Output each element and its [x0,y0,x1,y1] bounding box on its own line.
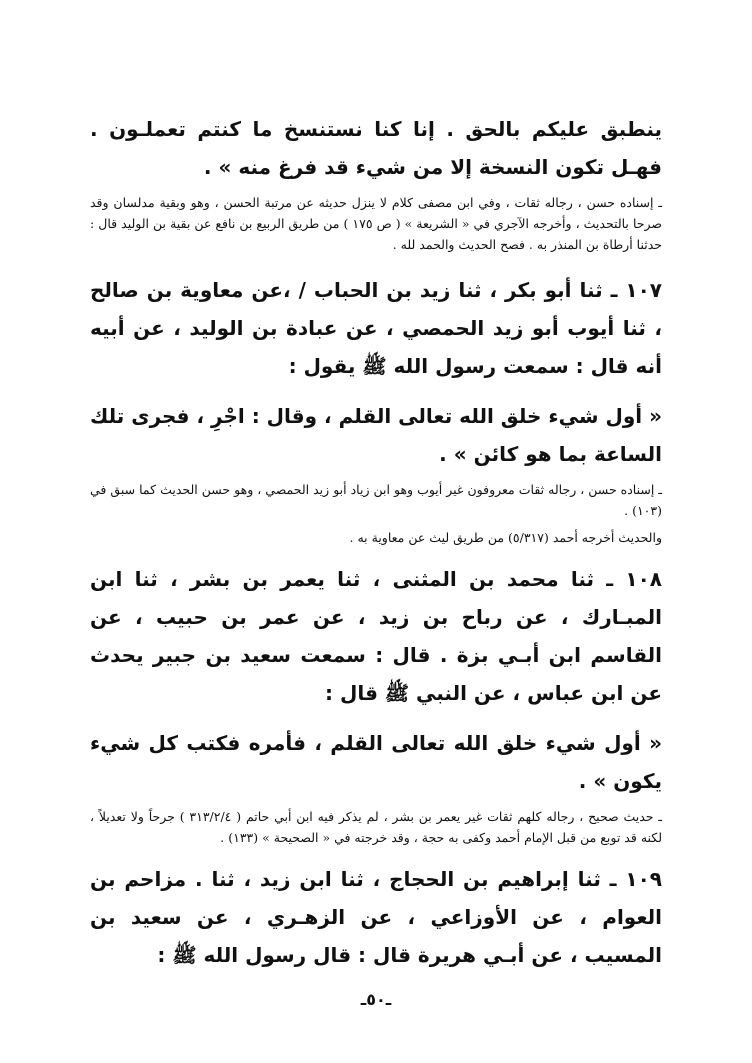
footnote-107-isnad: ـ إسناده حسن ، رجاله ثقات ، وفي ابن مصفى كلام لا ينزل حديثه عن مرتبة الحسن ، وهو وبقية مدلسان وقد صرحا بالتحديث ، وأخرجه الآجري في « الشريعة » ( ص ١٧٥ ) من طريق الربيع بن نافع عن بقية بن الوليد قال : حدثنا أرطاة بن المنذر به . فصح الحديث والحمد لله . [90,195,662,252]
page-number: ـ٥٠ـ [360,990,392,1009]
hadith-107-matn: « أول شيء خلق الله تعالى القلم ، وقال : اجْرِ ، فجرى تلك الساعة بما هو كائن » . [89,404,662,466]
footnote-107-grading: ـ إسناده حسن ، رجاله ثقات معروفون غير أيوب وهو ابن زياد أبو زيد الحمصي ، وهو حسن الحديث كما سبق في (١٠٣) . [90,482,662,518]
continuation-paragraph: ينطبق عليكم بالحق . إنا كنا نستنسخ ما كنتم تعملـون . فهـل تكون النسخة إلا من شيء قد فرغ منه » . [90,117,662,179]
hadith-107-chain: ١٠٧ ـ ثنا أبو بكر ، ثنا زيد بن الحباب / ،عن معاوية بن صالح ، ثنا أيوب أبو زيد الحمصي ، عن عبادة بن الوليد ، عن أبيه أنه قال : سمعت رسول الله ﷺ يقول : [90,278,662,378]
footnote-107-source: والحديث أخرجه أحمد (٥/٣١٧) من طريق ليث عن معاوية به . [349,530,662,545]
hadith-108-chain: ١٠٨ ـ ثنا محمد بن المثنى ، ثنا يعمر بن بشر ، ثنا ابن المبـارك ، عن رباح بن زيد ، عن عمر بن حبيب ، عن القاسم ابن أبـي بزة . قال : سمعت سعيد بن جبير يحدث عن ابن عباس ، عن النبي ﷺ قال : [90,567,662,705]
hadith-109-chain: ١٠٩ ـ ثنا إبراهيم بن الحجاج ، ثنا ابن زيد ، ثنا . مزاحم بن العوام ، عن الأوزاعي ، عن الزهـري ، عن سعيد بن المسيب ، عن أبـي هريرة قال : قال رسول الله ﷺ : [90,867,662,967]
page-content [90,110,662,974]
footnote-108: ـ حديث صحيح ، رجاله كلهم ثقات غير يعمر بن بشر ، لم يذكر فيه ابن أبي حاتم ( ٣١٣/٢/٤ ) جرحاً ولا تعديلاً ، لكنه قد توبع من قبل الإمام أحمد وكفى به حجة ، وقد خرجته في « الصحيحة » (١٣٣) . [90,809,662,845]
hadith-108-matn: « أول شيء خلق الله تعالى القلم ، فأمره فكتب كل شيء يكون » . [90,731,662,793]
